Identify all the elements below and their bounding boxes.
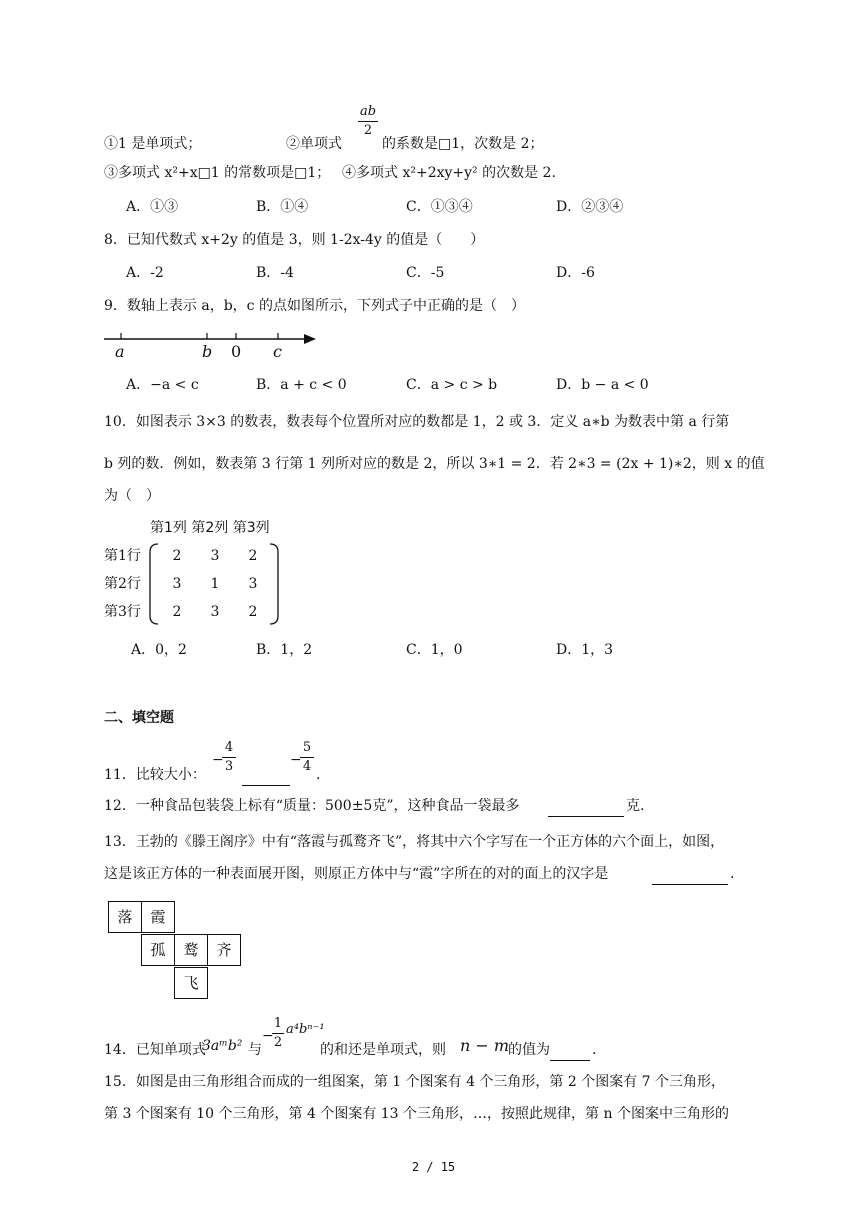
q12-post: 克.: [626, 798, 645, 814]
q8-option-b[interactable]: B．-4: [256, 265, 294, 281]
matrix-cell: 2: [248, 604, 258, 620]
q10-line-1: 10．如图表示 3×3 的数表，数表每个位置所对应的数都是 1，2 或 3．定义 a∗b 为数表中第 a 行第: [104, 414, 730, 430]
q14-fraction: [272, 1016, 284, 1051]
q14-post-2: 的值为: [508, 1042, 550, 1058]
cube-net-cell: 孤: [141, 934, 175, 966]
cube-net-cell: 霞: [141, 901, 175, 933]
number-line-label-c: c: [273, 342, 282, 361]
matrix-row-header-3: 第3行: [104, 604, 141, 620]
cube-net-cell: 齐: [207, 934, 241, 966]
q14-post: 的和还是单项式，则: [320, 1042, 446, 1058]
matrix-column-headers: 第1列 第2列 第3列: [150, 520, 270, 536]
q14-answer-blank[interactable]: [550, 1040, 590, 1061]
matrix-cell: 2: [172, 604, 182, 620]
section-title-fill-in: 二、填空题: [104, 710, 174, 726]
q9-option-a[interactable]: A．−a < c: [126, 377, 199, 393]
q7-statement-2-post: 的系数是□1，次数是 2；: [382, 136, 544, 152]
matrix-row-header-1: 第1行: [104, 548, 141, 564]
q7-statement-4: ④多项式 x²+2xy+y² 的次数是 2.: [342, 165, 556, 181]
matrix-row-header-2: 第2行: [104, 576, 141, 592]
matrix-table: [158, 542, 272, 626]
q9-option-b[interactable]: B．a + c < 0: [256, 377, 347, 393]
q14-end: .: [592, 1042, 597, 1058]
q10-option-b[interactable]: B．1，2: [256, 642, 313, 658]
page-number: 2 / 15: [411, 1160, 456, 1174]
q7-fraction: [358, 104, 378, 139]
q11-f1-num: 4: [224, 740, 234, 755]
q11-f2-num: 5: [302, 740, 312, 755]
q12-pre: 12．一种食品包装袋上标有“质量：500±5克”，这种食品一袋最多: [104, 798, 520, 814]
matrix-cell: 2: [172, 548, 182, 564]
matrix-cell: 3: [210, 604, 220, 620]
q14-monomial-1: 3aᵐb²: [202, 1038, 243, 1054]
q14-mid: 与: [248, 1042, 262, 1058]
cube-net-cell: 飞: [174, 967, 208, 999]
q14-pre: 14．已知单项式: [104, 1042, 206, 1058]
q8-option-a[interactable]: A．-2: [126, 265, 164, 281]
number-line-label-b: b: [202, 342, 213, 361]
q7-statement-3: ③多项式 x²+x□1 的常数项是□1；: [104, 165, 331, 181]
q8-option-c[interactable]: C．-5: [406, 265, 445, 281]
q14-frac-den: 2: [273, 1035, 283, 1050]
q11-f2-den: 4: [302, 759, 312, 774]
q11-f1-den: 3: [224, 759, 234, 774]
q13-line-2: 这是该正方体的一种表面展开图，则原正方体中与“霞”字所在的对的面上的汉字是: [104, 866, 609, 882]
q13-end: .: [730, 866, 735, 882]
q14-monomial-2: a⁴bⁿ⁻¹: [286, 1022, 325, 1037]
q15-line-2: 第 3 个图案有 10 个三角形，第 4 个图案有 13 个三角形，…，按照此规律，第 n 个图案中三角形的: [104, 1106, 729, 1122]
q13-line-1: 13．王勃的《滕王阁序》中有“落霞与孤鹜齐飞”，将其中六个字写在一个正方体的六个面上，如图，: [104, 834, 725, 850]
q10-option-d[interactable]: D．1，3: [556, 642, 614, 658]
q7-statement-2-pre: ②单项式: [286, 136, 342, 152]
q9-option-d[interactable]: D．b − a < 0: [556, 377, 649, 393]
q11-minus-2: −: [290, 752, 302, 768]
q10-option-a[interactable]: A．0，2: [131, 642, 187, 658]
q10-line-2: b 列的数．例如，数表第 3 行第 1 列所对应的数是 2，所以 3∗1 = 2．若 2∗3 = (2x + 1)∗2，则 x 的值: [104, 456, 765, 472]
matrix-cell: 3: [210, 548, 220, 564]
q15-line-1: 15．如图是由三角形组合而成的一组图案，第 1 个图案有 4 个三角形，第 2 个图案有 7 个三角形，: [104, 1074, 726, 1090]
q8-stem: 8．已知代数式 x+2y 的值是 3，则 1-2x-4y 的值是（ ）: [104, 232, 485, 248]
q14-expression: n − m: [460, 1036, 510, 1055]
q7-option-b[interactable]: B．①④: [256, 199, 309, 215]
q7-option-c[interactable]: C．①③④: [406, 199, 473, 215]
number-line-label-0: 0: [231, 342, 242, 361]
q8-option-d[interactable]: D．-6: [556, 265, 595, 281]
q12-answer-blank[interactable]: [548, 796, 624, 817]
q7-frac-den: 2: [363, 123, 373, 138]
q11-fraction-2: [300, 740, 314, 775]
q7-option-a[interactable]: A．①③: [126, 199, 179, 215]
q11-pre: 11．比较大小：: [104, 767, 206, 783]
q10-option-c[interactable]: C．1，0: [406, 642, 463, 658]
cube-net-cell: 鹜: [174, 934, 208, 966]
matrix-cell: 3: [248, 576, 258, 592]
q11-end: .: [316, 767, 321, 783]
q11-minus-1: −: [212, 752, 224, 768]
matrix-cell: 1: [210, 576, 220, 592]
q14-minus: −: [262, 1028, 274, 1044]
q11-fraction-1: [222, 740, 236, 775]
q7-frac-num: ab: [359, 104, 377, 119]
matrix-cell: 2: [248, 548, 258, 564]
q11-answer-blank[interactable]: [242, 765, 290, 786]
number-line-label-a: a: [115, 342, 125, 361]
q13-answer-blank[interactable]: [652, 864, 728, 885]
q10-line-3: 为（ ）: [104, 488, 160, 504]
cube-net-cell: 落: [108, 901, 142, 933]
q7-option-d[interactable]: D．②③④: [556, 199, 624, 215]
q9-option-c[interactable]: C．a > c > b: [406, 377, 498, 393]
matrix-cell: 3: [172, 576, 182, 592]
q9-stem: 9．数轴上表示 a，b，c 的点如图所示，下列式子中正确的是（ ）: [104, 298, 525, 314]
q7-statement-1: ①1 是单项式；: [104, 136, 202, 152]
q14-frac-num: 1: [273, 1016, 283, 1031]
